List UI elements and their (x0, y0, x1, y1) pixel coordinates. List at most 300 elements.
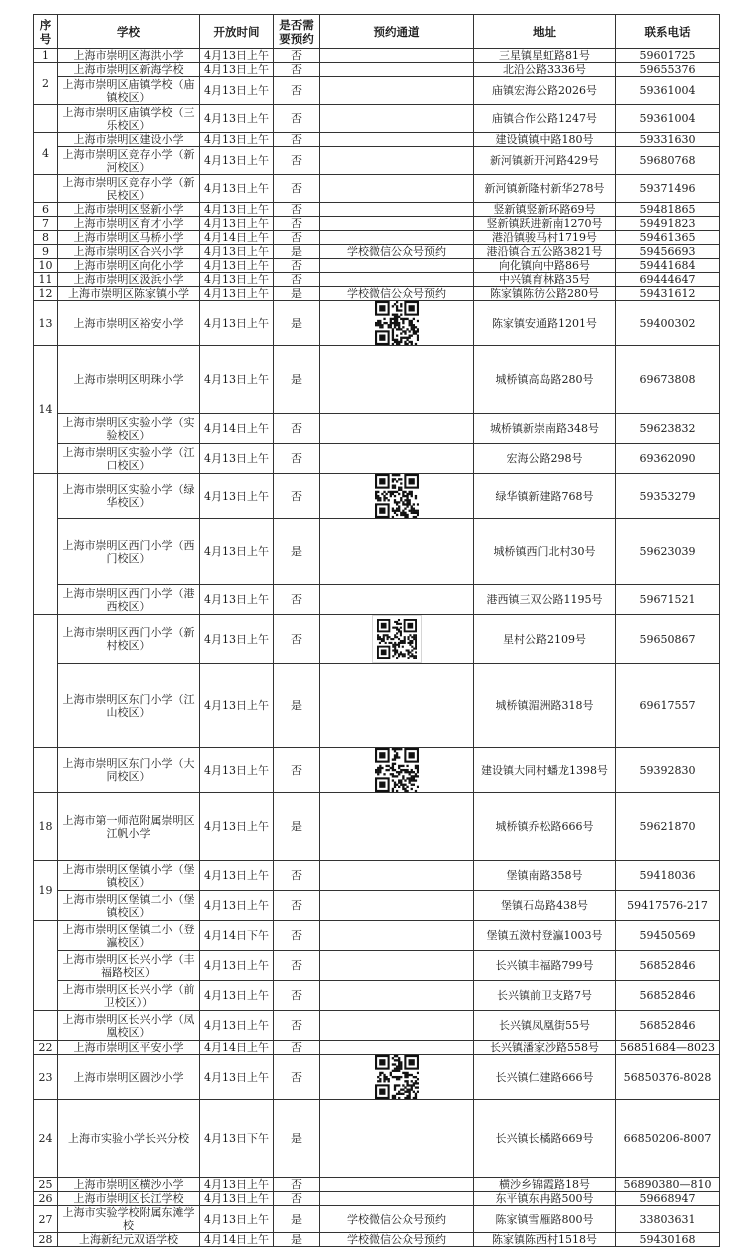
phone: 59655376 (616, 63, 720, 77)
booking-channel (320, 217, 474, 231)
qr-code-icon (372, 615, 422, 663)
table-row (34, 1055, 720, 1100)
open-time: 4月13日上午 (200, 981, 274, 1011)
school-name: 上海市崇明区育才小学 (58, 217, 200, 231)
address: 堡镇石岛路438号 (474, 891, 616, 921)
open-time: 4月13日上午 (200, 301, 274, 346)
address: 中兴镇育林路35号 (474, 273, 616, 287)
table-row (34, 203, 720, 217)
qr-code-icon (375, 301, 419, 345)
address: 城桥镇西门北村30号 (474, 519, 616, 585)
address: 竖新镇竖新环路69号 (474, 203, 616, 217)
need-booking: 是 (274, 287, 320, 301)
open-time: 4月13日下午 (200, 1100, 274, 1178)
table-row (34, 245, 720, 259)
need-booking: 否 (274, 1041, 320, 1055)
need-booking: 否 (274, 615, 320, 664)
table-row (34, 414, 720, 444)
row-number: 9 (34, 245, 58, 259)
row-number: 25 (34, 1178, 58, 1192)
phone: 56852846 (616, 951, 720, 981)
table-row (34, 63, 720, 77)
row-number: 28 (34, 1233, 58, 1247)
open-time: 4月13日上午 (200, 133, 274, 147)
booking-channel (320, 861, 474, 891)
booking-channel (320, 63, 474, 77)
phone: 59450569 (616, 921, 720, 951)
school-name: 上海市崇明区东门小学（江山校区） (58, 664, 200, 748)
row-number (34, 175, 58, 203)
address: 长兴镇凤凰街55号 (474, 1011, 616, 1041)
qr-code-icon (375, 748, 419, 792)
school-name: 上海市崇明区平安小学 (58, 1041, 200, 1055)
open-time: 4月13日上午 (200, 861, 274, 891)
table-row (34, 519, 720, 585)
address: 长兴镇仁建路666号 (474, 1055, 616, 1100)
school-name: 上海市崇明区海洪小学 (58, 49, 200, 63)
open-time: 4月13日上午 (200, 585, 274, 615)
table-row (34, 105, 720, 133)
need-booking: 否 (274, 217, 320, 231)
address: 庙镇合作公路1247号 (474, 105, 616, 133)
school-name: 上海市崇明区庙镇学校（庙镇校区） (58, 77, 200, 105)
open-time: 4月13日上午 (200, 217, 274, 231)
school-name: 上海市崇明区堡镇二小（堡镇校区） (58, 891, 200, 921)
open-time: 4月14日上午 (200, 1041, 274, 1055)
school-name: 上海市崇明区竖新小学 (58, 203, 200, 217)
open-time: 4月13日上午 (200, 1055, 274, 1100)
table-row (34, 273, 720, 287)
header-open-time: 开放时间 (200, 15, 274, 49)
school-name: 上海市崇明区建设小学 (58, 133, 200, 147)
booking-channel (320, 133, 474, 147)
school-name: 上海市崇明区新海学校 (58, 63, 200, 77)
school-name: 上海市崇明区长兴小学（丰福路校区） (58, 951, 200, 981)
need-booking: 否 (274, 444, 320, 474)
address: 长兴镇长橘路669号 (474, 1100, 616, 1178)
table-row (34, 217, 720, 231)
address: 港西镇三双公路1195号 (474, 585, 616, 615)
address: 陈家镇陈西村1518号 (474, 1233, 616, 1247)
open-time: 4月13日上午 (200, 175, 274, 203)
open-time: 4月13日上午 (200, 203, 274, 217)
need-booking: 是 (274, 301, 320, 346)
school-name: 上海市崇明区竞存小学（新民校区） (58, 175, 200, 203)
open-time: 4月13日上午 (200, 1192, 274, 1206)
table-row (34, 981, 720, 1011)
booking-channel (320, 301, 474, 346)
school-name: 上海市崇明区圆沙小学 (58, 1055, 200, 1100)
need-booking: 否 (274, 63, 320, 77)
need-booking: 是 (274, 793, 320, 861)
table-row (34, 1178, 720, 1192)
phone: 59331630 (616, 133, 720, 147)
school-name: 上海市崇明区堡镇二小（登瀛校区） (58, 921, 200, 951)
open-time: 4月13日上午 (200, 1178, 274, 1192)
address: 绿华镇新建路768号 (474, 474, 616, 519)
school-name: 上海市崇明区实验小学（绿华校区） (58, 474, 200, 519)
need-booking: 是 (274, 1206, 320, 1233)
row-number (34, 474, 58, 615)
phone: 59680768 (616, 147, 720, 175)
booking-channel (320, 1041, 474, 1055)
school-name: 上海市崇明区裕安小学 (58, 301, 200, 346)
table-row (34, 287, 720, 301)
phone: 69444647 (616, 273, 720, 287)
booking-channel (320, 585, 474, 615)
open-time: 4月13日上午 (200, 519, 274, 585)
row-number: 22 (34, 1041, 58, 1055)
phone: 59441684 (616, 259, 720, 273)
booking-channel (320, 273, 474, 287)
school-name: 上海市实验小学长兴分校 (58, 1100, 200, 1178)
booking-channel (320, 147, 474, 175)
need-booking: 否 (274, 981, 320, 1011)
open-time: 4月14日上午 (200, 1233, 274, 1247)
row-number: 26 (34, 1192, 58, 1206)
phone: 59461365 (616, 231, 720, 245)
table-row (34, 346, 720, 414)
header-address: 地址 (474, 15, 616, 49)
open-time: 4月14日下午 (200, 921, 274, 951)
booking-channel (320, 981, 474, 1011)
need-booking: 否 (274, 1011, 320, 1041)
booking-channel (320, 1192, 474, 1206)
phone: 59417576-217 (616, 891, 720, 921)
school-name: 上海市崇明区长兴小学（凤凰校区） (58, 1011, 200, 1041)
table-row (34, 1192, 720, 1206)
address: 三星镇星虹路81号 (474, 49, 616, 63)
open-time: 4月13日上午 (200, 664, 274, 748)
phone: 59400302 (616, 301, 720, 346)
qr-code-icon (375, 474, 419, 518)
booking-channel (320, 346, 474, 414)
open-time: 4月13日上午 (200, 474, 274, 519)
address: 陈家镇安通路1201号 (474, 301, 616, 346)
table-row (34, 861, 720, 891)
row-number (34, 105, 58, 133)
table-row (34, 664, 720, 748)
phone: 59601725 (616, 49, 720, 63)
school-name: 上海市崇明区西门小学（港西校区） (58, 585, 200, 615)
open-time: 4月13日上午 (200, 891, 274, 921)
booking-channel (320, 748, 474, 793)
school-name: 上海市崇明区庙镇学校（三乐校区） (58, 105, 200, 133)
open-time: 4月13日上午 (200, 273, 274, 287)
table-row (34, 615, 720, 664)
address: 港沿镇骏马村1719号 (474, 231, 616, 245)
address: 城桥镇新崇南路348号 (474, 414, 616, 444)
school-name: 上海市崇明区堡镇小学（堡镇校区） (58, 861, 200, 891)
row-number: 10 (34, 259, 58, 273)
row-number: 13 (34, 301, 58, 346)
booking-channel: 学校微信公众号预约 (320, 1206, 474, 1233)
need-booking: 否 (274, 474, 320, 519)
phone: 59623832 (616, 414, 720, 444)
phone: 59418036 (616, 861, 720, 891)
need-booking: 否 (274, 748, 320, 793)
phone: 59668947 (616, 1192, 720, 1206)
phone: 69673808 (616, 346, 720, 414)
phone: 59392830 (616, 748, 720, 793)
header-row (34, 15, 720, 49)
phone: 56850376-8028 (616, 1055, 720, 1100)
open-time: 4月13日上午 (200, 1011, 274, 1041)
booking-channel (320, 615, 474, 664)
address: 建设镇大同村蟠龙1398号 (474, 748, 616, 793)
need-booking: 否 (274, 1055, 320, 1100)
open-time: 4月13日上午 (200, 444, 274, 474)
school-name: 上海市崇明区竞存小学（新河校区） (58, 147, 200, 175)
phone: 59456693 (616, 245, 720, 259)
open-time: 4月13日上午 (200, 49, 274, 63)
need-booking: 否 (274, 203, 320, 217)
table-row (34, 951, 720, 981)
header-channel: 预约通道 (320, 15, 474, 49)
row-number: 8 (34, 231, 58, 245)
school-name: 上海市实验学校附属东滩学校 (58, 1206, 200, 1233)
booking-channel (320, 231, 474, 245)
need-booking: 是 (274, 664, 320, 748)
row-number: 2 (34, 63, 58, 105)
row-number: 12 (34, 287, 58, 301)
row-number: 23 (34, 1055, 58, 1100)
table-row (34, 891, 720, 921)
school-name: 上海市崇明区汲浜小学 (58, 273, 200, 287)
row-number: 11 (34, 273, 58, 287)
school-name: 上海市崇明区明珠小学 (58, 346, 200, 414)
need-booking: 否 (274, 585, 320, 615)
booking-channel (320, 444, 474, 474)
open-time: 4月14日上午 (200, 231, 274, 245)
address: 北沿公路3336号 (474, 63, 616, 77)
phone: 56851684—8023 (616, 1041, 720, 1055)
address: 城桥镇湄洲路318号 (474, 664, 616, 748)
phone: 59623039 (616, 519, 720, 585)
address: 长兴镇前卫支路7号 (474, 981, 616, 1011)
open-time: 4月14日上午 (200, 414, 274, 444)
school-name: 上海市崇明区长兴小学（前卫校区）） (58, 981, 200, 1011)
table-row (34, 259, 720, 273)
need-booking: 否 (274, 273, 320, 287)
address: 长兴镇丰福路799号 (474, 951, 616, 981)
need-booking: 否 (274, 951, 320, 981)
school-name: 上海市崇明区合兴小学 (58, 245, 200, 259)
school-open-day-table (33, 14, 720, 1247)
address: 港沿镇合五公路3821号 (474, 245, 616, 259)
table-row (34, 1206, 720, 1233)
table-row (34, 175, 720, 203)
open-time: 4月13日上午 (200, 1206, 274, 1233)
header-phone: 联系电话 (616, 15, 720, 49)
open-time: 4月13日上午 (200, 793, 274, 861)
need-booking: 否 (274, 861, 320, 891)
table-row (34, 748, 720, 793)
phone: 69362090 (616, 444, 720, 474)
table-row (34, 1233, 720, 1247)
phone: 56890380—810 (616, 1178, 720, 1192)
address: 横沙乡锦霞路18号 (474, 1178, 616, 1192)
school-name: 上海市崇明区西门小学（西门校区） (58, 519, 200, 585)
need-booking: 否 (274, 147, 320, 175)
need-booking: 是 (274, 1233, 320, 1247)
address: 建设镇镇中路180号 (474, 133, 616, 147)
address: 新河镇新开河路429号 (474, 147, 616, 175)
row-number: 18 (34, 793, 58, 861)
need-booking: 否 (274, 921, 320, 951)
phone: 59650867 (616, 615, 720, 664)
table-row (34, 1041, 720, 1055)
row-number (34, 748, 58, 793)
booking-channel (320, 891, 474, 921)
booking-channel (320, 49, 474, 63)
school-name: 上海市崇明区实验小学（实验校区） (58, 414, 200, 444)
need-booking: 否 (274, 175, 320, 203)
booking-channel (320, 519, 474, 585)
table-row (34, 474, 720, 519)
address: 城桥镇高岛路280号 (474, 346, 616, 414)
phone: 56852846 (616, 1011, 720, 1041)
address: 堡镇五滧村登瀛1003号 (474, 921, 616, 951)
open-time: 4月13日上午 (200, 105, 274, 133)
table-row (34, 133, 720, 147)
address: 庙镇宏海公路2026号 (474, 77, 616, 105)
need-booking: 是 (274, 519, 320, 585)
open-time: 4月13日上午 (200, 615, 274, 664)
open-time: 4月13日上午 (200, 287, 274, 301)
table-row (34, 49, 720, 63)
row-number: 14 (34, 346, 58, 474)
need-booking: 否 (274, 1178, 320, 1192)
header-school: 学校 (58, 15, 200, 49)
phone: 33803631 (616, 1206, 720, 1233)
need-booking: 否 (274, 414, 320, 444)
row-number: 24 (34, 1100, 58, 1178)
need-booking: 否 (274, 259, 320, 273)
table-row (34, 231, 720, 245)
address: 竖新镇跃进新南1270号 (474, 217, 616, 231)
qr-code-icon (375, 1055, 419, 1099)
school-name: 上海市崇明区马桥小学 (58, 231, 200, 245)
address: 东平镇东冉路500号 (474, 1192, 616, 1206)
phone: 59431612 (616, 287, 720, 301)
row-number (34, 921, 58, 1011)
address: 向化镇向中路86号 (474, 259, 616, 273)
booking-channel (320, 474, 474, 519)
school-name: 上海市崇明区西门小学（新村校区） (58, 615, 200, 664)
phone: 66850206-8007 (616, 1100, 720, 1178)
address: 宏海公路298号 (474, 444, 616, 474)
need-booking: 否 (274, 891, 320, 921)
row-number: 19 (34, 861, 58, 921)
header-no: 序号 (34, 15, 58, 49)
booking-channel (320, 1178, 474, 1192)
row-number: 6 (34, 203, 58, 217)
table-row (34, 147, 720, 175)
row-number: 1 (34, 49, 58, 63)
booking-channel (320, 105, 474, 133)
table-row (34, 444, 720, 474)
booking-channel (320, 1100, 474, 1178)
row-number (34, 1011, 58, 1041)
phone: 59491823 (616, 217, 720, 231)
open-time: 4月13日上午 (200, 147, 274, 175)
address: 星村公路2109号 (474, 615, 616, 664)
booking-channel: 学校微信公众号预约 (320, 245, 474, 259)
phone: 59481865 (616, 203, 720, 217)
open-time: 4月13日上午 (200, 346, 274, 414)
open-time: 4月13日上午 (200, 951, 274, 981)
open-time: 4月13日上午 (200, 77, 274, 105)
need-booking: 否 (274, 231, 320, 245)
booking-channel (320, 203, 474, 217)
table-row (34, 585, 720, 615)
school-name: 上海市崇明区横沙小学 (58, 1178, 200, 1192)
address: 堡镇南路358号 (474, 861, 616, 891)
school-name: 上海市第一师范附属崇明区江帆小学 (58, 793, 200, 861)
school-name: 上海市崇明区向化小学 (58, 259, 200, 273)
school-name: 上海市崇明区实验小学（江口校区） (58, 444, 200, 474)
booking-channel (320, 1011, 474, 1041)
phone: 59430168 (616, 1233, 720, 1247)
row-number: 4 (34, 133, 58, 175)
table-row (34, 1011, 720, 1041)
booking-channel (320, 259, 474, 273)
need-booking: 否 (274, 49, 320, 63)
table-row (34, 921, 720, 951)
school-name: 上海新纪元双语学校 (58, 1233, 200, 1247)
table-body (34, 49, 720, 1247)
table-row (34, 793, 720, 861)
address: 城桥镇乔松路666号 (474, 793, 616, 861)
booking-channel (320, 77, 474, 105)
open-time: 4月13日上午 (200, 63, 274, 77)
open-time: 4月13日上午 (200, 245, 274, 259)
phone: 59361004 (616, 77, 720, 105)
booking-channel (320, 793, 474, 861)
address: 长兴镇潘家沙路558号 (474, 1041, 616, 1055)
row-number: 27 (34, 1206, 58, 1233)
booking-channel (320, 951, 474, 981)
booking-channel: 学校微信公众号预约 (320, 1233, 474, 1247)
phone: 59621870 (616, 793, 720, 861)
need-booking: 否 (274, 105, 320, 133)
phone: 56852846 (616, 981, 720, 1011)
open-time: 4月13日上午 (200, 748, 274, 793)
row-number (34, 615, 58, 748)
open-time: 4月13日上午 (200, 259, 274, 273)
phone: 59361004 (616, 105, 720, 133)
school-name: 上海市崇明区长江学校 (58, 1192, 200, 1206)
header-need-booking: 是否需要预约 (274, 15, 320, 49)
booking-channel (320, 414, 474, 444)
booking-channel (320, 664, 474, 748)
need-booking: 是 (274, 1100, 320, 1178)
need-booking: 否 (274, 133, 320, 147)
address: 陈家镇雪雁路800号 (474, 1206, 616, 1233)
table-row (34, 301, 720, 346)
school-name: 上海市崇明区东门小学（大同校区） (58, 748, 200, 793)
booking-channel: 学校微信公众号预约 (320, 287, 474, 301)
need-booking: 否 (274, 77, 320, 105)
phone: 59671521 (616, 585, 720, 615)
need-booking: 否 (274, 1192, 320, 1206)
table-row (34, 77, 720, 105)
booking-channel (320, 921, 474, 951)
school-name: 上海市崇明区陈家镇小学 (58, 287, 200, 301)
address: 陈家镇陈彷公路280号 (474, 287, 616, 301)
booking-channel (320, 175, 474, 203)
